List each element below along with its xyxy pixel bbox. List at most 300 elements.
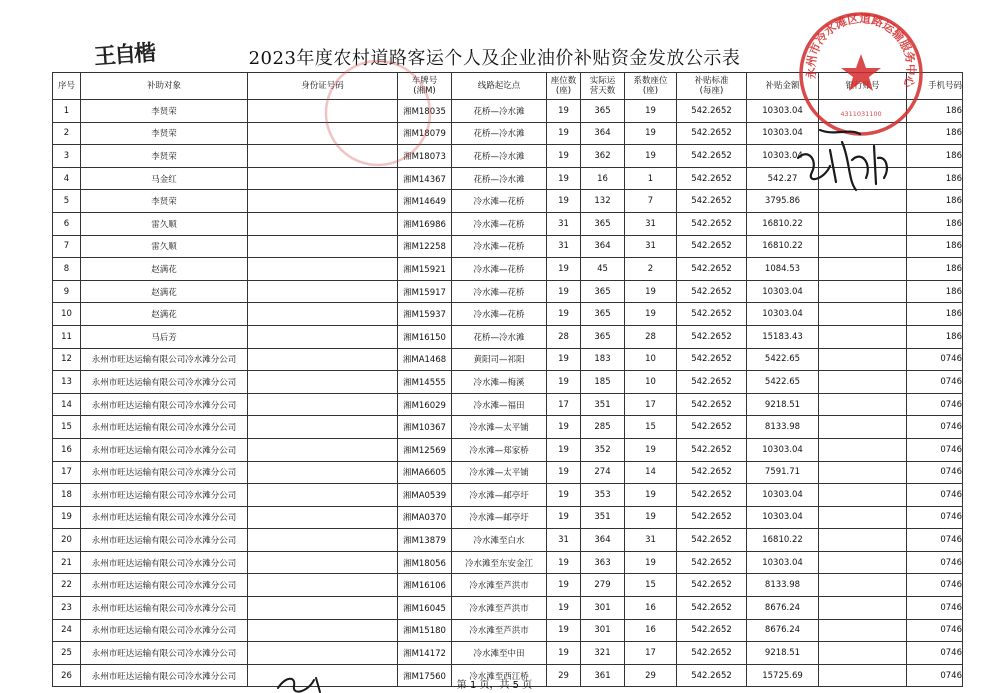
cell-phone: 0746 (907, 348, 963, 371)
cell-amount: 10303.04 (747, 145, 819, 168)
cell-seats: 19 (547, 190, 581, 213)
cell-phone: 186 (907, 190, 963, 213)
cell-days: 301 (581, 597, 625, 620)
table-row (53, 303, 963, 326)
cell-seats: 19 (547, 597, 581, 620)
star-icon (841, 54, 881, 91)
cell-amount: 16810.22 (747, 212, 819, 235)
cell-seq: 4 (53, 167, 81, 190)
cell-bank (819, 325, 907, 348)
cell-days: 285 (581, 416, 625, 439)
cell-seats: 19 (547, 574, 581, 597)
cell-target: 永州市旺达运输有限公司冷水滩分公司 (81, 574, 248, 597)
cell-route: 冷水滩至东安金江 (452, 551, 547, 574)
cell-coef: 19 (625, 122, 677, 145)
cell-amount: 10303.04 (747, 122, 819, 145)
cell-days: 364 (581, 122, 625, 145)
cell-plate: 湘M13879 (398, 529, 452, 552)
cell-amount: 5422.65 (747, 348, 819, 371)
cell-target: 永州市旺达运输有限公司冷水滩分公司 (81, 393, 248, 416)
cell-id (248, 619, 398, 642)
cell-phone: 0746 (907, 597, 963, 620)
cell-target: 李贤荣 (81, 122, 248, 145)
cell-plate: 湘M18056 (398, 551, 452, 574)
official-red-stamp (797, 10, 925, 138)
cell-target: 李贤荣 (81, 190, 248, 213)
cell-phone: 186 (907, 122, 963, 145)
cell-seats: 31 (547, 212, 581, 235)
cell-plate: 湘M16045 (398, 597, 452, 620)
cell-id (248, 167, 398, 190)
cell-bank (819, 438, 907, 461)
cell-seats: 19 (547, 145, 581, 168)
cell-route: 花桥—冷水滩 (452, 167, 547, 190)
cell-coef: 10 (625, 371, 677, 394)
svg-text:永州市冷水滩区道路运输服务中心: 永州市冷水滩区道路运输服务中心 (803, 11, 919, 90)
cell-phone: 186 (907, 100, 963, 123)
faded-stamp (318, 58, 438, 168)
cell-amount: 8133.98 (747, 416, 819, 439)
cell-plate: 湘M14367 (398, 167, 452, 190)
cell-seats: 28 (547, 325, 581, 348)
cell-seats: 19 (547, 303, 581, 326)
cell-days: 364 (581, 529, 625, 552)
cell-target: 永州市旺达运输有限公司冷水滩分公司 (81, 529, 248, 552)
cell-phone: 0746 (907, 529, 963, 552)
cell-seats: 19 (547, 348, 581, 371)
table-row (53, 642, 963, 665)
table-row (53, 484, 963, 507)
cell-id (248, 597, 398, 620)
cell-amount: 16810.22 (747, 235, 819, 258)
cell-plate: 湘M16986 (398, 212, 452, 235)
cell-seq: 17 (53, 461, 81, 484)
cell-target: 李贤荣 (81, 100, 248, 123)
cell-phone: 186 (907, 258, 963, 281)
cell-phone: 0746 (907, 438, 963, 461)
cell-plate: 湘M15917 (398, 280, 452, 303)
cell-days: 361 (581, 664, 625, 687)
cell-coef: 17 (625, 642, 677, 665)
cell-seq: 21 (53, 551, 81, 574)
cell-standard: 542.2652 (677, 461, 747, 484)
cell-seq: 1 (53, 100, 81, 123)
cell-standard: 542.2652 (677, 348, 747, 371)
cell-standard: 542.2652 (677, 145, 747, 168)
header-seq: 序号 (53, 73, 81, 100)
cell-amount: 10303.04 (747, 506, 819, 529)
cell-coef: 19 (625, 438, 677, 461)
cell-bank (819, 303, 907, 326)
cell-route: 冷水滩—郑家桥 (452, 438, 547, 461)
table-row (53, 371, 963, 394)
cell-id (248, 303, 398, 326)
header-plate: 车牌号 (湘M) (398, 73, 452, 100)
cell-amount: 8133.98 (747, 574, 819, 597)
cell-target: 永州市旺达运输有限公司冷水滩分公司 (81, 461, 248, 484)
cell-days: 321 (581, 642, 625, 665)
cell-amount: 15183.43 (747, 325, 819, 348)
cell-seq: 22 (53, 574, 81, 597)
cell-coef: 31 (625, 529, 677, 552)
cell-plate: 湘M18073 (398, 145, 452, 168)
cell-route: 冷水滩—花桥 (452, 190, 547, 213)
cell-bank (819, 551, 907, 574)
cell-seats: 31 (547, 235, 581, 258)
cell-standard: 542.2652 (677, 416, 747, 439)
handwritten-signature-right (790, 120, 900, 200)
cell-days: 274 (581, 461, 625, 484)
cell-target: 永州市旺达运输有限公司冷水滩分公司 (81, 348, 248, 371)
cell-phone: 0746 (907, 619, 963, 642)
cell-target: 永州市旺达运输有限公司冷水滩分公司 (81, 664, 248, 687)
cell-phone: 0746 (907, 664, 963, 687)
cell-standard: 542.2652 (677, 235, 747, 258)
cell-id (248, 438, 398, 461)
cell-route: 冷水滩—太平铺 (452, 461, 547, 484)
cell-amount: 15725.69 (747, 664, 819, 687)
cell-id (248, 235, 398, 258)
cell-amount: 10303.04 (747, 484, 819, 507)
cell-coef: 31 (625, 235, 677, 258)
header-standard: 补贴标准 (每座) (677, 73, 747, 100)
cell-amount: 3795.86 (747, 190, 819, 213)
cell-phone: 186 (907, 212, 963, 235)
cell-standard: 542.2652 (677, 574, 747, 597)
table-row (53, 438, 963, 461)
table-row (53, 529, 963, 552)
cell-standard: 542.2652 (677, 371, 747, 394)
cell-standard: 542.2652 (677, 597, 747, 620)
cell-id (248, 461, 398, 484)
cell-phone: 186 (907, 235, 963, 258)
cell-target: 永州市旺达运输有限公司冷水滩分公司 (81, 551, 248, 574)
header-target: 补助对象 (81, 73, 248, 100)
cell-id (248, 393, 398, 416)
cell-phone: 0746 (907, 642, 963, 665)
cell-standard: 542.2652 (677, 484, 747, 507)
cell-route: 冷水滩—邮亭圩 (452, 484, 547, 507)
cell-phone: 0746 (907, 551, 963, 574)
cell-seats: 19 (547, 551, 581, 574)
table-row (53, 235, 963, 258)
cell-bank (819, 416, 907, 439)
cell-route: 冷水滩—花桥 (452, 303, 547, 326)
table-row (53, 258, 963, 281)
cell-seats: 19 (547, 619, 581, 642)
cell-phone: 0746 (907, 484, 963, 507)
cell-days: 364 (581, 235, 625, 258)
cell-coef: 19 (625, 145, 677, 168)
cell-plate: 湘M14555 (398, 371, 452, 394)
cell-bank (819, 597, 907, 620)
cell-route: 花桥—冷水滩 (452, 145, 547, 168)
cell-route: 冷水滩至西江桥 (452, 664, 547, 687)
cell-coef: 17 (625, 393, 677, 416)
cell-target: 永州市旺达运输有限公司冷水滩分公司 (81, 371, 248, 394)
cell-seq: 3 (53, 145, 81, 168)
cell-plate: 湘M18035 (398, 100, 452, 123)
cell-standard: 542.2652 (677, 303, 747, 326)
cell-standard: 542.2652 (677, 619, 747, 642)
cell-standard: 542.2652 (677, 642, 747, 665)
cell-phone: 0746 (907, 506, 963, 529)
cell-route: 冷水滩—花桥 (452, 280, 547, 303)
table-row (53, 506, 963, 529)
page-footer: 第 1 页，共 5 页 (456, 680, 533, 691)
cell-phone: 0746 (907, 574, 963, 597)
cell-coef: 31 (625, 212, 677, 235)
cell-target: 雷久顺 (81, 212, 248, 235)
cell-coef: 7 (625, 190, 677, 213)
cell-seats: 19 (547, 416, 581, 439)
cell-coef: 19 (625, 506, 677, 529)
cell-phone: 186 (907, 325, 963, 348)
cell-route: 冷水滩—花桥 (452, 258, 547, 281)
cell-amount: 1084.53 (747, 258, 819, 281)
cell-seq: 16 (53, 438, 81, 461)
cell-plate: 湘M15921 (398, 258, 452, 281)
cell-target: 马金红 (81, 167, 248, 190)
cell-seats: 29 (547, 664, 581, 687)
cell-route: 冷水滩至中田 (452, 642, 547, 665)
cell-days: 365 (581, 325, 625, 348)
cell-seats: 19 (547, 642, 581, 665)
cell-plate: 湘M15937 (398, 303, 452, 326)
cell-bank (819, 574, 907, 597)
cell-coef: 16 (625, 597, 677, 620)
cell-standard: 542.2652 (677, 258, 747, 281)
cell-seq: 25 (53, 642, 81, 665)
cell-target: 永州市旺达运输有限公司冷水滩分公司 (81, 619, 248, 642)
table-row (53, 212, 963, 235)
cell-phone: 0746 (907, 416, 963, 439)
cell-standard: 542.2652 (677, 529, 747, 552)
cell-plate: 湘M14649 (398, 190, 452, 213)
cell-route: 冷水滩至芦洪市 (452, 597, 547, 620)
cell-days: 351 (581, 393, 625, 416)
cell-phone: 186 (907, 280, 963, 303)
cell-seats: 19 (547, 484, 581, 507)
cell-standard: 542.2652 (677, 393, 747, 416)
cell-plate: 湘M12258 (398, 235, 452, 258)
cell-bank (819, 529, 907, 552)
cell-route: 冷水滩—花桥 (452, 212, 547, 235)
cell-seq: 18 (53, 484, 81, 507)
cell-days: 185 (581, 371, 625, 394)
header-phone: 手机号码 (907, 73, 963, 100)
table-row (53, 551, 963, 574)
cell-route: 冷水滩至芦洪市 (452, 619, 547, 642)
cell-seq: 9 (53, 280, 81, 303)
cell-route: 冷水滩—梅溪 (452, 371, 547, 394)
cell-seq: 19 (53, 506, 81, 529)
cell-days: 45 (581, 258, 625, 281)
cell-plate: 湘M15180 (398, 619, 452, 642)
cell-coef: 10 (625, 348, 677, 371)
cell-amount: 9218.51 (747, 642, 819, 665)
cell-id (248, 348, 398, 371)
cell-seats: 19 (547, 258, 581, 281)
cell-seats: 19 (547, 280, 581, 303)
header-id-number: 身份证号码 (248, 73, 398, 100)
cell-seats: 19 (547, 100, 581, 123)
cell-coef: 19 (625, 484, 677, 507)
cell-id (248, 258, 398, 281)
cell-standard: 542.2652 (677, 325, 747, 348)
cell-amount: 8676.24 (747, 619, 819, 642)
cell-route: 冷水滩—邮亭圩 (452, 506, 547, 529)
cell-amount: 16810.22 (747, 529, 819, 552)
cell-route: 花桥—冷水滩 (452, 122, 547, 145)
cell-plate: 湘M10367 (398, 416, 452, 439)
cell-seq: 2 (53, 122, 81, 145)
cell-days: 365 (581, 303, 625, 326)
cell-standard: 542.2652 (677, 122, 747, 145)
cell-bank (819, 371, 907, 394)
cell-route: 冷水滩—福田 (452, 393, 547, 416)
cell-plate: 湘MA6605 (398, 461, 452, 484)
cell-bank (819, 506, 907, 529)
header-coef-seats: 系数座位 (座) (625, 73, 677, 100)
cell-target: 马后芳 (81, 325, 248, 348)
cell-coef: 29 (625, 664, 677, 687)
cell-seats: 19 (547, 122, 581, 145)
cell-coef: 28 (625, 325, 677, 348)
cell-id (248, 190, 398, 213)
cell-amount: 10303.04 (747, 280, 819, 303)
table-row (53, 597, 963, 620)
cell-seq: 10 (53, 303, 81, 326)
cell-plate: 湘M16150 (398, 325, 452, 348)
table-row (53, 416, 963, 439)
cell-target: 永州市旺达运输有限公司冷水滩分公司 (81, 597, 248, 620)
cell-bank (819, 212, 907, 235)
cell-route: 冷水滩—太平铺 (452, 416, 547, 439)
cell-id (248, 642, 398, 665)
cell-seq: 7 (53, 235, 81, 258)
cell-coef: 14 (625, 461, 677, 484)
cell-target: 赵满花 (81, 303, 248, 326)
cell-seq: 5 (53, 190, 81, 213)
cell-phone: 186 (907, 303, 963, 326)
cell-days: 352 (581, 438, 625, 461)
table-row (53, 574, 963, 597)
cell-phone: 186 (907, 167, 963, 190)
cell-plate: 湘M18079 (398, 122, 452, 145)
cell-seq: 12 (53, 348, 81, 371)
table-row (53, 619, 963, 642)
cell-plate: 湘M12569 (398, 438, 452, 461)
cell-seats: 19 (547, 506, 581, 529)
cell-amount: 7591.71 (747, 461, 819, 484)
cell-plate: 湘MA0539 (398, 484, 452, 507)
header-days: 实际运 营天数 (581, 73, 625, 100)
cell-bank (819, 280, 907, 303)
cell-days: 365 (581, 212, 625, 235)
cell-id (248, 574, 398, 597)
cell-seq: 11 (53, 325, 81, 348)
cell-amount: 542.27 (747, 167, 819, 190)
header-amount: 补贴金额 (747, 73, 819, 100)
cell-route: 冷水滩至芦洪市 (452, 574, 547, 597)
cell-route: 冷水滩—花桥 (452, 235, 547, 258)
cell-id (248, 212, 398, 235)
cell-coef: 19 (625, 100, 677, 123)
cell-seq: 8 (53, 258, 81, 281)
cell-coef: 19 (625, 303, 677, 326)
cell-amount: 10303.04 (747, 438, 819, 461)
cell-route: 花桥—冷水滩 (452, 100, 547, 123)
cell-coef: 19 (625, 280, 677, 303)
cell-plate: 湘MA0370 (398, 506, 452, 529)
cell-standard: 542.2652 (677, 551, 747, 574)
cell-id (248, 416, 398, 439)
cell-standard: 542.2652 (677, 167, 747, 190)
cell-route: 花桥—冷水滩 (452, 325, 547, 348)
cell-amount: 10303.04 (747, 551, 819, 574)
cell-id (248, 280, 398, 303)
cell-plate: 湘M17560 (398, 664, 452, 687)
cell-days: 353 (581, 484, 625, 507)
cell-bank (819, 642, 907, 665)
cell-route: 冷水滩至白水 (452, 529, 547, 552)
header-route: 线路起讫点 (452, 73, 547, 100)
cell-seats: 17 (547, 393, 581, 416)
cell-days: 365 (581, 100, 625, 123)
cell-id (248, 506, 398, 529)
cell-amount: 10303.04 (747, 100, 819, 123)
cell-id (248, 529, 398, 552)
svg-text:4311031100: 4311031100 (840, 110, 882, 118)
cell-bank (819, 348, 907, 371)
cell-seq: 15 (53, 416, 81, 439)
cell-seats: 19 (547, 371, 581, 394)
cell-plate: 湘M14172 (398, 642, 452, 665)
cell-bank (819, 258, 907, 281)
cell-seats: 19 (547, 461, 581, 484)
cell-days: 183 (581, 348, 625, 371)
header-seats: 座位数 (座) (547, 73, 581, 100)
cell-coef: 19 (625, 551, 677, 574)
cell-target: 永州市旺达运输有限公司冷水滩分公司 (81, 484, 248, 507)
cell-target: 李贤荣 (81, 145, 248, 168)
cell-seats: 31 (547, 529, 581, 552)
header-bank-account: 银行账号 (819, 73, 907, 100)
cell-seq: 23 (53, 597, 81, 620)
cell-phone: 0746 (907, 461, 963, 484)
cell-target: 赵满花 (81, 280, 248, 303)
cell-plate: 湘M16106 (398, 574, 452, 597)
table-row (53, 325, 963, 348)
cell-standard: 542.2652 (677, 100, 747, 123)
cell-phone: 0746 (907, 393, 963, 416)
cell-id (248, 551, 398, 574)
cell-days: 351 (581, 506, 625, 529)
cell-coef: 1 (625, 167, 677, 190)
cell-days: 279 (581, 574, 625, 597)
cell-amount: 8676.24 (747, 597, 819, 620)
cell-target: 永州市旺达运输有限公司冷水滩分公司 (81, 438, 248, 461)
cell-route: 黄阳司—祁阳 (452, 348, 547, 371)
cell-seq: 26 (53, 664, 81, 687)
cell-seq: 20 (53, 529, 81, 552)
cell-coef: 15 (625, 416, 677, 439)
cell-bank (819, 393, 907, 416)
cell-standard: 542.2652 (677, 212, 747, 235)
cell-amount: 9218.51 (747, 393, 819, 416)
cell-amount: 10303.04 (747, 303, 819, 326)
